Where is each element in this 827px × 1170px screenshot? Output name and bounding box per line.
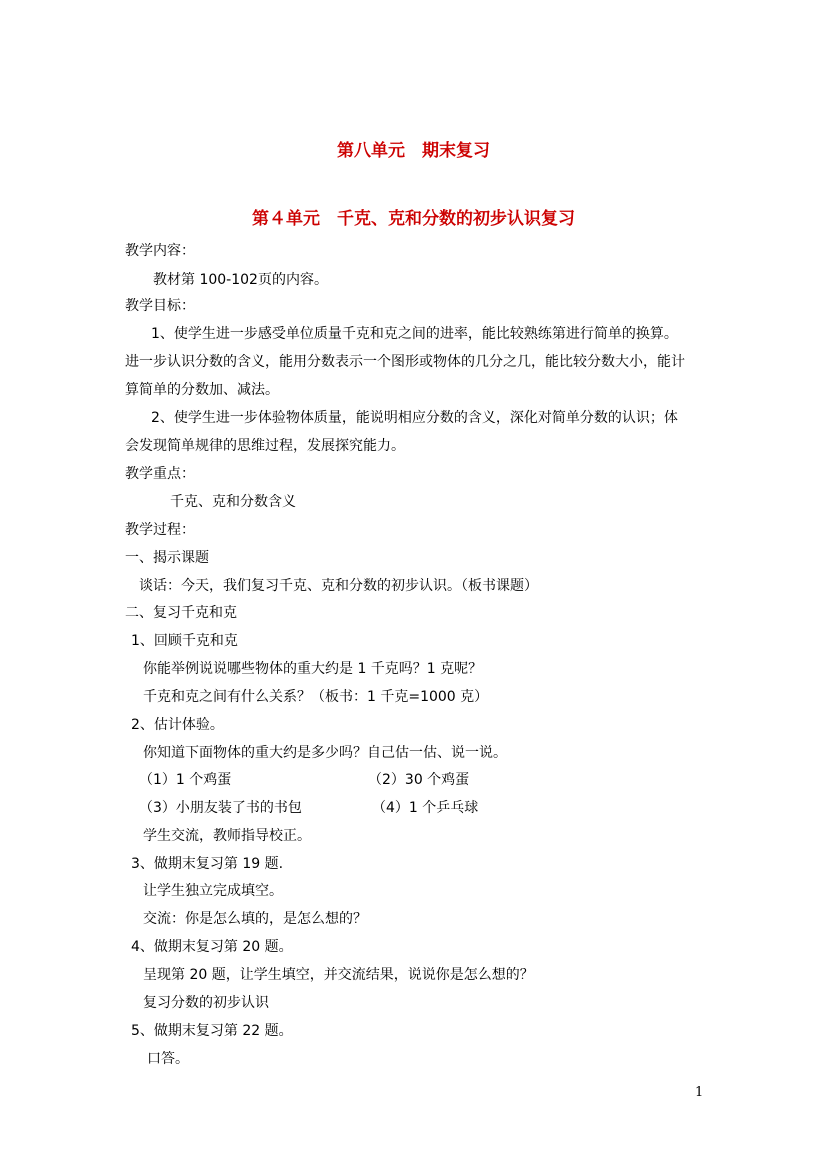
focus-text: 千克、克和分数含义: [170, 494, 296, 510]
section-heading-focus: 教学重点：: [125, 466, 195, 482]
item-5-text: 口答。: [147, 1051, 189, 1067]
option-3: （3）小朋友装了书的书包: [139, 800, 302, 816]
goal-2-line-1: 2、使学生进一步体验物体质量，能说明相应分数的含义，深化对简单分数的认识；体: [151, 410, 678, 426]
content-text: 教材第 100-102页的内容。: [153, 272, 328, 288]
section-heading-process: 教学过程：: [125, 522, 195, 538]
page-number: 1: [695, 1085, 704, 1100]
option-2: （2）30 个鸡蛋: [368, 772, 470, 788]
item-2-text: 你知道下面物体的重大约是多少吗？自己估一估、说一说。: [143, 745, 507, 761]
item-2-conclusion: 学生交流，教师指导校正。: [143, 828, 311, 844]
item-2-heading: 2、估计体验。: [131, 717, 224, 733]
main-title: 第八单元 期末复习: [337, 141, 490, 161]
item-1-text-1: 你能举例说说哪些物体的重大约是 1 千克吗？1 克呢？: [143, 661, 483, 677]
sub-title: 第４单元 千克、克和分数的初步认识复习: [252, 209, 575, 229]
item-3-heading: 3、做期末复习第 19 题.: [131, 856, 284, 872]
item-1-text-2: 千克和克之间有什么关系？（板书：1 千克=1000 克）: [143, 689, 489, 705]
goal-1-line-1: 1、使学生进一步感受单位质量千克和克之间的进率，能比较熟练第进行简单的换算。: [151, 326, 678, 342]
item-4-heading: 4、做期末复习第 20 题。: [131, 939, 293, 955]
item-3-text-2: 交流：你是怎么填的，是怎么想的？: [143, 911, 367, 927]
goal-2-line-2: 会发现简单规律的思维过程，发展探究能力。: [125, 438, 405, 454]
section-heading-goals: 教学目标：: [125, 298, 195, 314]
item-5-heading: 5、做期末复习第 22 题。: [131, 1023, 293, 1039]
step-1-heading: 一、揭示课题: [125, 550, 209, 566]
step-2-heading: 二、复习千克和克: [125, 605, 237, 621]
item-4-text: 呈现第 20 题，让学生填空，并交流结果，说说你是怎么想的？: [143, 967, 534, 983]
goal-1-line-2: 进一步认识分数的含义，能用分数表示一个图形或物体的几分之几，能比较分数大小，能计: [125, 354, 685, 370]
item-1-heading: 1、回顾千克和克: [131, 633, 238, 649]
goal-1-line-3: 算简单的分数加、减法。: [125, 382, 279, 398]
item-3-text-1: 让学生独立完成填空。: [143, 883, 283, 899]
option-4: （4）1 个乒乓球: [372, 800, 479, 816]
subsection-fractions: 复习分数的初步认识: [143, 995, 269, 1011]
option-1: （1）1 个鸡蛋: [139, 772, 232, 788]
section-heading-content: 教学内容：: [125, 243, 195, 259]
step-1-text: 谈话：今天，我们复习千克、克和分数的初步认识。（板书课题）: [139, 578, 538, 594]
